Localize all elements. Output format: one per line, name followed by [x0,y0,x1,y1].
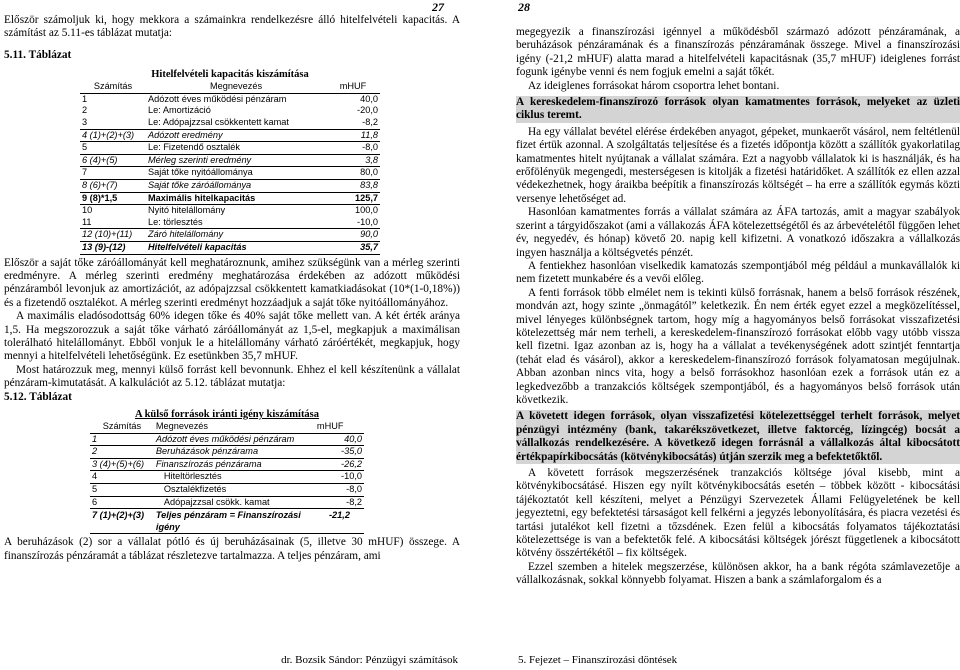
table-row [90,496,364,509]
paragraph: A fentiekhez hasonlóan viselkedik kamatozás szempontjából még például a munkavállalók ki nem fizetett munkabére és a vevői előleg. [516,259,960,286]
table-header-row [80,81,380,93]
row-number: 1 [82,93,88,104]
row-number: 2 [90,446,154,459]
row-value: 35,7 [326,241,380,254]
row-number: 5 [90,483,154,496]
row-label: Le: Adópajzzsal csökkentett kamat [146,117,326,129]
row-value: -20,0 [357,105,378,116]
external-funding-table [90,421,364,534]
row-number: 1 [90,433,154,446]
table-row [80,179,380,192]
row-label: Hitelfelvételi kapacitás [146,241,326,254]
paragraph: A fenti források több elmélet nem is tekinti külső forrásnak, hanem a belső források részének, mondván azt, hogy szinte „önmagától” keletkezik. Én nem érték egyet ezzel a megközelítéssel, mivel lényeges különbségnek tartom, hogy míg a hagyományos belső forrásokat visszafizetési kötelezettség már nem terheli, a kereskedelem-finanszírozó forrásokat előbb vagy utóbb vissza kell fizetni. Igaz azonban az is, hogy ha a vállalat a tevékenységének adott szintjét fenntartja (tehát elad és vásárol), akkor a kereskedelem-finanszírozó források folyamatosan megújulnak. Abban azonban nincs vita, hogy a belső forrásokhoz hasonlóan ezek a források után ez a legkedvezőbb a tranzakciós költségek szempontjából, és a hagyományos belső források után következik. [516,286,960,406]
row-label: Hiteltörlesztés [154,471,315,484]
table-row [80,117,380,129]
row-number: 4 (1)+(2)+(3) [80,129,146,142]
table-row [80,105,380,117]
row-number: 9 (8)*1,5 [80,192,146,205]
table-row [90,446,364,459]
row-value: 40,0 [315,433,364,446]
header-cell: mHUF [326,81,380,93]
row-label: Finanszírozás pénzárama [154,458,315,471]
header-cell: Megnevezés [154,421,315,433]
row-label: Teljes pénzáram = Finanszírozási igény [154,509,315,534]
paragraph: A követett források megszerzésének tranzakciós költsége jóval kisebb, mint a kötvénykibocsátásé. Hiszen egy nyílt kötvénykibocsátás esetén – többek között - kibocsátási tájékoztatót kell készíteni, melyet a Pénzügyi Szervezetek Állami Felügyeletének be kell jegyeztetni, egy befektetési társaságot kell felkérni a jegyzés lebonyolítására, és piacra vezetési és tartási jutalékot kell fizetni a tőzsdének. Ezen felül a kibocsátás folyamatos tájékoztatási kötelezettsége is van a befektetők felé. A kibocsátási költségek jórészt függetlenek a kibocsátott kötvény összértékétől – fix költségek. [516,467,960,560]
page-number: 28 [518,0,530,14]
row-value: -10,0 [315,471,364,484]
paragraph: Ezzel szemben a hitelek megszerzése, különösen akkor, ha a bank régóta számlavezetője a vállalkozásnak, sokkal könnyebb folyamat. Hiszen a bank a számlaforgalom és a [516,560,960,587]
row-label: Adópajzzsal csökk. kamat [154,496,315,509]
row-number: 13 (9)-(12) [80,241,146,254]
header-cell: mHUF [315,421,364,433]
row-label: Adózott éves működési pénzáram [154,433,315,446]
table-header-row [90,421,364,433]
table-row [90,483,364,496]
table-row [80,192,380,205]
row-label: Mérleg szerinti eredmény [146,154,326,167]
table-row [80,241,380,254]
table-row [90,433,364,446]
paragraph: A maximális eladósodottság 60% idegen tőke és 40% saját tőke mellett van. A két érték aránya 1,5. Ha megszorozzuk a saját tőke várható záróállományát az 1,5-el, megkapjuk a maximálisan tolerálható hitelállományt. Ebből vonjuk le a hitelállomány várható záróértékét, megkapjuk, hogy mennyi a hitelfelvételi lehetőségünk. Ez esetünkben 35,7 mHUF. [4,310,460,363]
row-value: -10,0 [326,217,380,229]
page-number: 27 [432,0,444,14]
row-number: 6 [90,496,154,509]
row-label: Nyitó hitelállomány [148,205,226,216]
row-number: 7 [80,167,146,180]
row-value: 90,0 [326,229,380,242]
row-label: Beruházások pénzárama [154,446,315,459]
table-caption: 5.12. Táblázat [4,390,72,403]
row-number: 6 (4)+(5) [80,154,146,167]
row-value: -8,0 [326,142,380,155]
page-footer: dr. Bozsik Sándor: Pénzügyi számítások [281,654,458,666]
row-value: -8,2 [315,496,364,509]
row-label: Saját tőke nyitóállománya [146,167,326,180]
table-row [90,509,364,534]
table-caption: 5.11. Táblázat [4,48,72,61]
table-row [90,471,364,484]
right-page [496,0,960,670]
row-label: Adózott éves működési pénzáram [148,93,287,104]
row-value: -26,2 [315,458,364,471]
row-number: 5 [80,142,146,155]
row-label: Adózott eredmény [146,129,326,142]
row-number: 3 [80,117,146,129]
row-number: 10 [82,205,93,216]
row-number: 8 (6)+(7) [80,179,146,192]
paragraph: megegyezik a finanszírozási igénnyel a működésből származó adózott pénzáramának, a beruházások pénzáramának és a finanszírozás pénzáramának összege. Mivel a finanszírozási igény (-21,2 mHUF) alatta marad a hitelfelvételi kapacitásnak (35,7 mHUF) ideiglenes forrást fogunk igénybe venni és nem fogjuk emelni a saját tőkét. [516,26,960,79]
left-page [0,0,464,670]
header-cell: Számítás [90,421,154,433]
table-row [80,142,380,155]
table-row [80,129,380,142]
row-label: Záró hitelállomány [146,229,326,242]
row-number: 2 [82,105,88,116]
row-number: 3 (4)+(5)+(6) [90,458,154,471]
row-value: 3,8 [326,154,380,167]
row-label: Le: Fizetendő osztalék [146,142,326,155]
table-row [80,154,380,167]
paragraph: Hasonlóan kamatmentes forrás a vállalat számára az ÁFA tartozás, amit a magyar szabályok szerint a tárgyidőszakot (ami a vállakozás ÁFA kötelezettségétől és az árbevételétől függően lehet év, negyedév, és hónap) követő 20. napig kell kifizetni. A vonatkozó időszakra a vállalkozás ingyen használja a költségvetés pénzét. [516,206,960,259]
intro-paragraph: Először számoljuk ki, hogy mekkora a számainkra rendelkezésre álló hitelfelvételi kapacitás. A számítást az 5.11-es táblázat mutatja: [4,14,460,40]
row-label: Maximális hitelkapacitás [146,192,326,205]
row-label: Le: Amortizáció [148,105,211,116]
row-value: 100,0 [355,205,378,216]
row-value: -8,2 [326,117,380,129]
row-number: 4 [90,471,154,484]
table-row [90,458,364,471]
row-value: -35,0 [315,446,364,459]
table-row [80,229,380,242]
row-value: 40,0 [360,93,378,104]
row-value: 11,8 [326,129,380,142]
row-value: -8,0 [315,483,364,496]
paragraph: A beruházások (2) sor a vállalat pótló és új beruházásainak (5, illetve 30 mHUF) összege. A finanszírozás pénzáramát a táblázat részletezve tartalmazza. A teljes pénzáram, ami [4,536,460,562]
row-number: 7 (1)+(2)+(3) [90,509,154,534]
page-footer: 5. Fejezet – Finanszírozási döntések [518,654,678,666]
left-page-body [4,14,460,563]
paragraph: Az ideiglenes forrásokat három csoportra lehet bontani. [528,79,780,92]
credit-capacity-table [80,81,380,254]
paragraph: Most határozzuk meg, mennyi külső forrást kell bevonnunk. Ehhez el kell készítenünk a vállalat pénzáram-kimutatását. A kalkulációt az 5.12. táblázat mutatja: [4,363,460,390]
row-value: 83,8 [326,179,380,192]
paragraph: Először a saját tőke záróállományát kell meghatároznunk, amihez szükségünk van a mérleg szerinti eredményre. A mérleg szerinti eredmény meghatározása érdekében az adózott működési pénzáramból levonjuk az amortizációt, az adópajzzsal csökkentett kamatkiadásokat (10*(1-0,18%)) és a fizetendő osztalékot. A mérleg szerinti eredményt hozzáadjuk a saját tőke nyitóállományához. [4,256,460,309]
table-title: A külső források iránti igény kiszámítása [134,409,320,420]
row-value: 125,7 [326,192,380,205]
header-cell: Megnevezés [146,81,326,93]
table-row [80,167,380,180]
table-row [80,217,380,229]
row-label: Le: törlesztés [146,217,326,229]
table-title: Hitelfelvételi kapacitás kiszámítása [151,69,309,81]
row-label: Saját tőke záróállománya [146,179,326,192]
highlighted-heading: A kereskedelem-finanszírozó források olyan kamatmentes források, melyeket az üzleti ciklus teremt. [516,96,960,122]
right-page-body [516,14,960,588]
row-value: 80,0 [326,167,380,180]
row-number: 11 [80,217,146,229]
row-value: -21,2 [315,509,364,534]
highlighted-heading: A követett idegen források, olyan visszafizetési kötelezettséggel terhelt források, melyet pénzügyi intézmény (bank, takarékszövetkezet, illetve faktorcég, lízingcég) bocsát a vállalkozás rendelkezésére. A következő idegen forrásnál a vállalkozás által kibocsátott értékpapírkibocsátás (kötvénykibocsátás) útján szerzik meg a befektetőktől. [516,410,960,463]
table-row [80,93,380,105]
paragraph: Ha egy vállalat bevétel elérése érdekében anyagot, gépeket, munkaerőt vásárol, nem feltétlenül fizet értük azonnal. A szolgáltatás teljesítése és a fizetés időpontja között a szállítók gyakorlatilag kamatmentes hitelt nyújtanak a vállalat számára. Ezt a nagyobb vállalatok ki is használják, és ha erőfölényük megengedi, mesterségesen is kitolják a fizetési határidőket. A szállítók ez ellen azzal védekezhetnek, hogy áraikba beépítik a finanszírozás költségét – ha erre a szállítók egymás közti versenye lehetőséget ad. [516,125,960,205]
row-number: 12 (10)+(11) [80,229,146,242]
row-label: Osztalékfizetés [154,483,315,496]
table-row [80,205,380,217]
header-cell: Számítás [80,81,146,93]
